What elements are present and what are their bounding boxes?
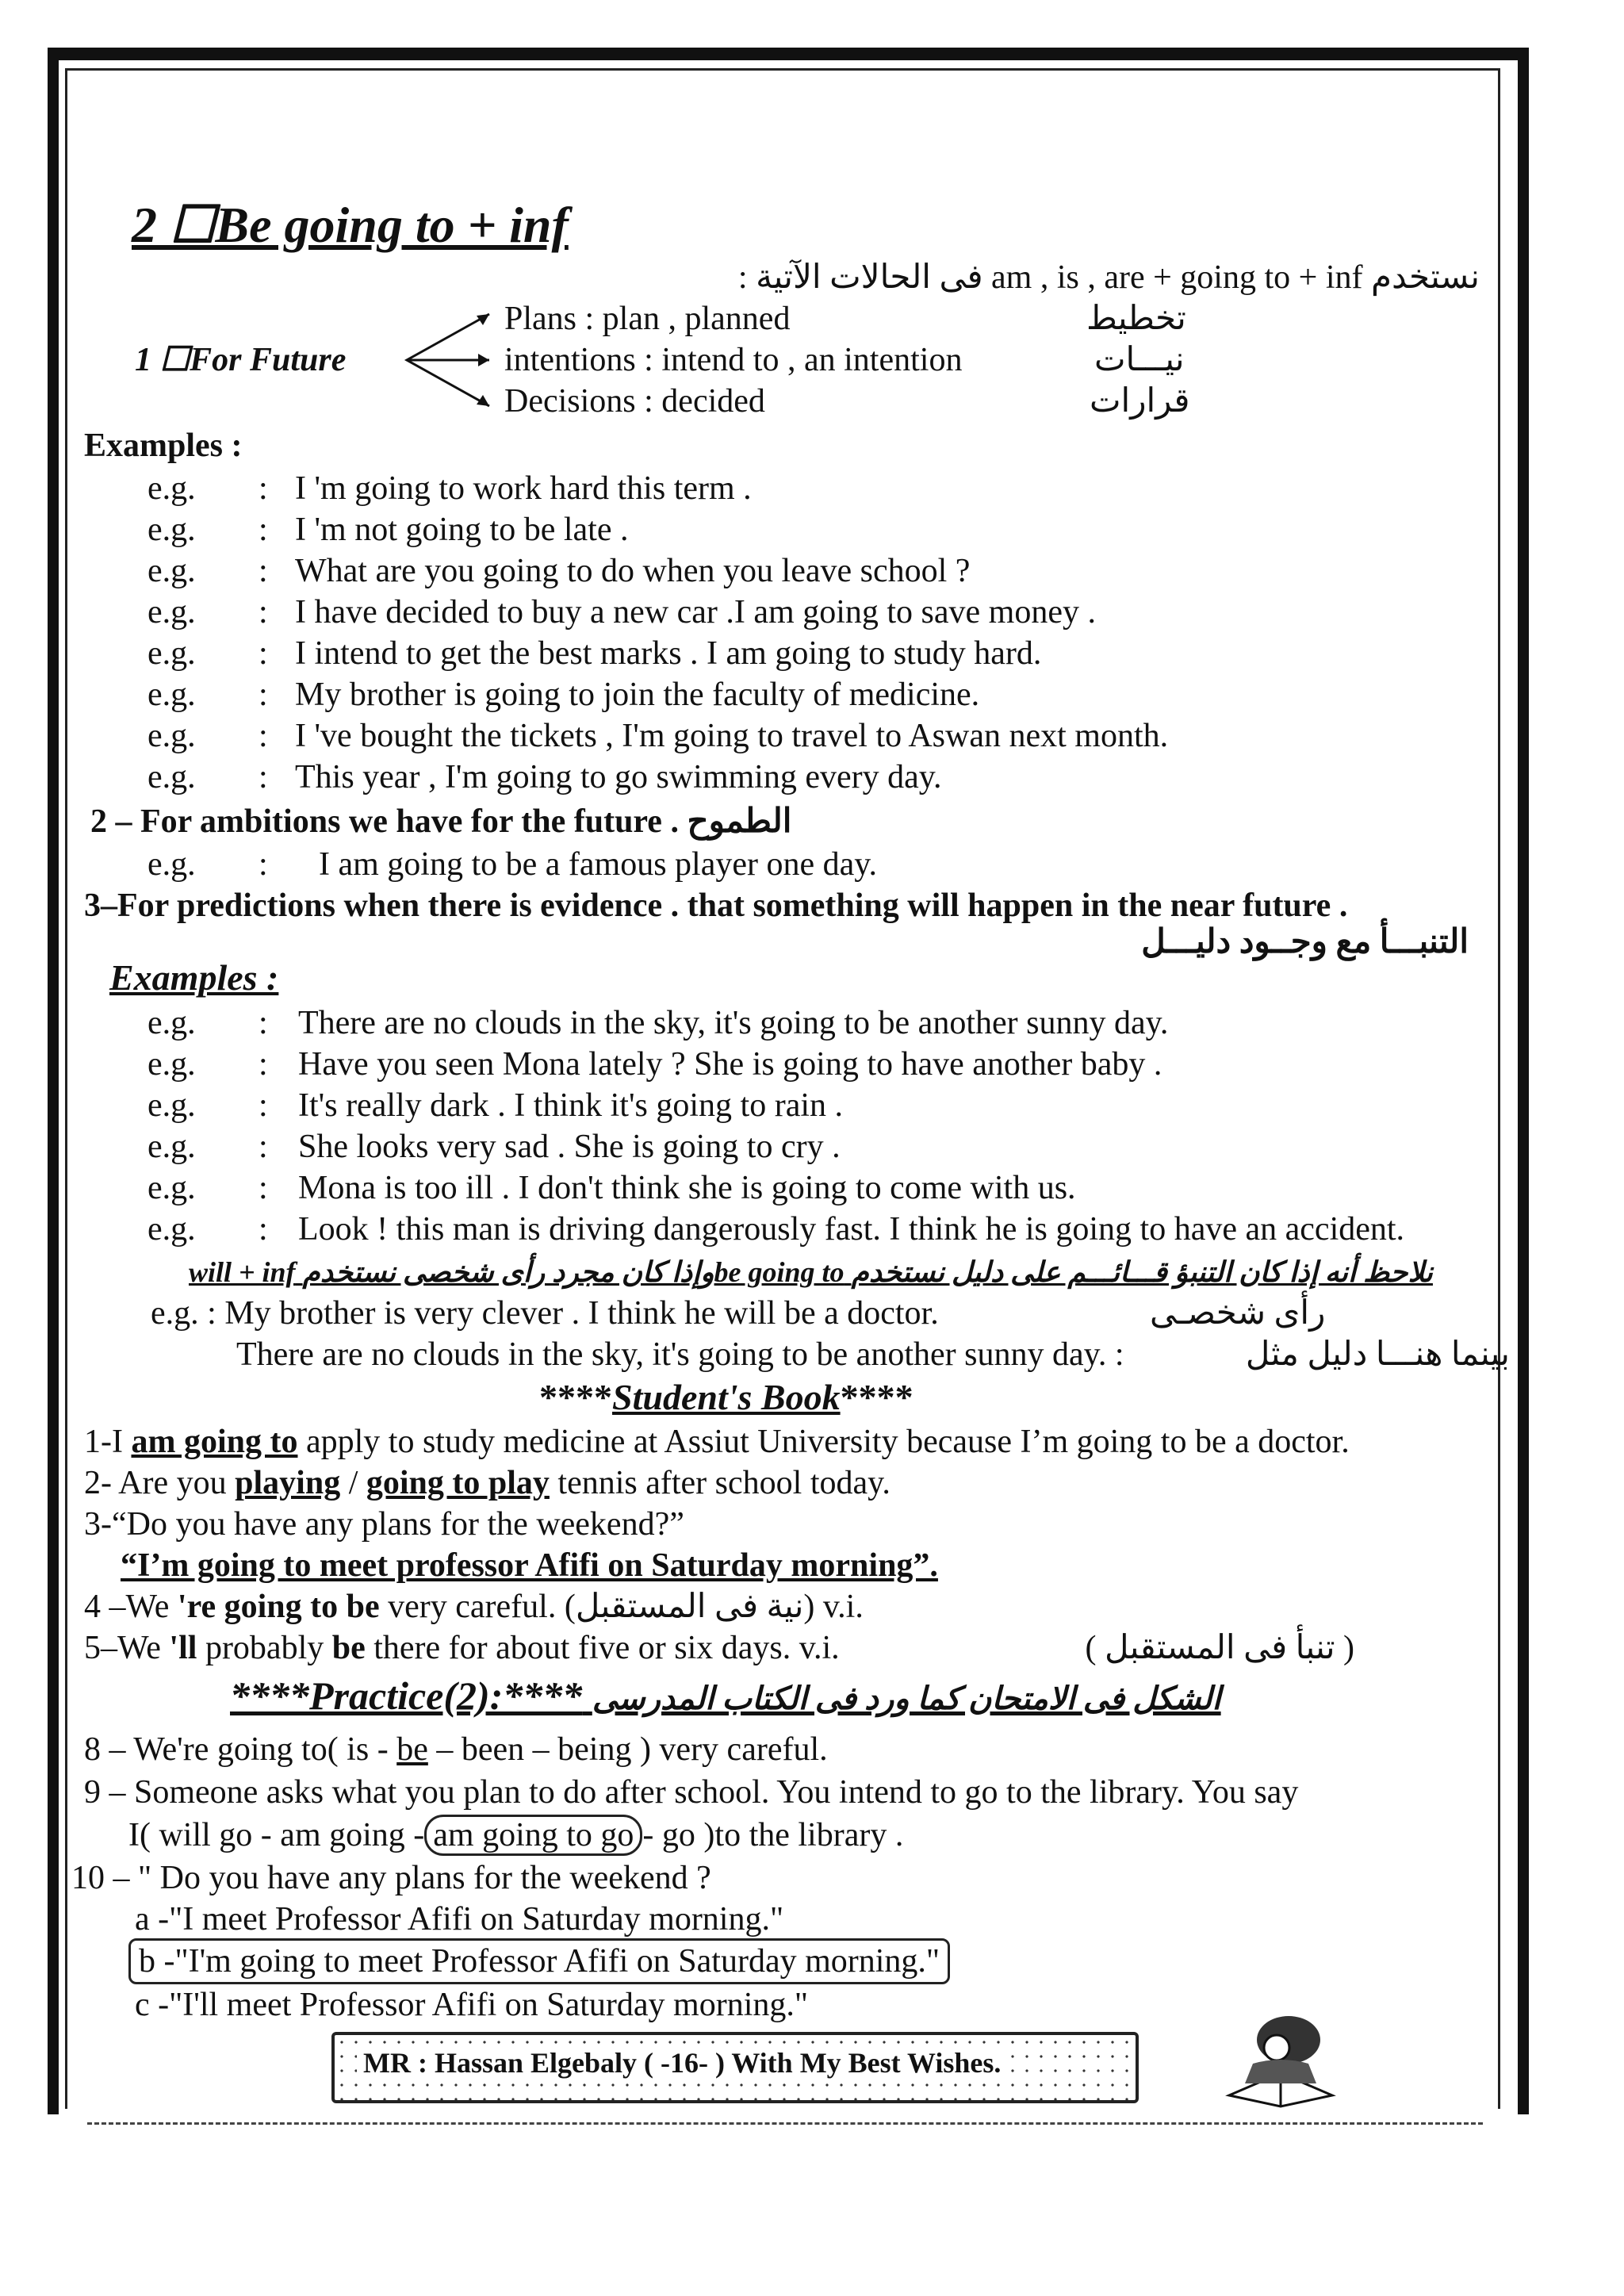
stars-right: **** xyxy=(840,1377,914,1417)
future-item-decisions: Decisions : decided xyxy=(504,383,765,420)
footer-text: MR : Hassan Elgebaly ( -16- ) With My Best Wishes. xyxy=(357,2046,1007,2079)
option-b-correct: b -"I'm going to meet Professor Afifi on Saturday morning." xyxy=(128,1938,950,1984)
example-text: Look ! this man is driving dangerously fast. I think he is going to have an accident. xyxy=(298,1211,1405,1248)
sb-text: probably xyxy=(197,1630,332,1666)
colon: : xyxy=(259,1087,268,1124)
practice-heading xyxy=(230,1672,1221,1723)
example-row xyxy=(147,550,970,592)
example-text: I intend to get the best marks . I am going to study hard. xyxy=(295,635,1042,672)
example-text: I have decided to buy a new car .I am going to save money . xyxy=(295,594,1096,631)
q-text: 8 – We're going to( is - xyxy=(84,1731,397,1768)
example-text: I 'm going to work hard this term . xyxy=(295,470,752,507)
eg-label: e.g. xyxy=(147,635,196,672)
q-answer: be xyxy=(396,1731,428,1768)
colon: : xyxy=(259,512,268,548)
intro-arabic: نستخدم am , is , are + going to + inf فى الحالات الآتية : xyxy=(737,259,1480,296)
evidence-example: There are no clouds in the sky, it's going to be another sunny day. : xyxy=(236,1336,1124,1373)
example-text: I am going to be a famous player one day. xyxy=(319,846,878,883)
future-item-intentions-ar: نيـــات xyxy=(1094,342,1185,378)
footer-box xyxy=(331,2032,1139,2103)
sb-line-2 xyxy=(84,1462,891,1504)
future-item-intentions: intentions : intend to , an intention xyxy=(504,342,963,378)
example-row xyxy=(147,1126,841,1167)
example-text: Mona is too ill . I don't think she is going to come with us. xyxy=(298,1170,1076,1206)
eg-label: e.g. xyxy=(147,1170,196,1206)
colon: : xyxy=(259,759,268,795)
colon: : xyxy=(259,1129,268,1165)
sb-answer: am going to xyxy=(131,1424,298,1460)
sb-text: apply to study medicine at Assiut University because I’m going to be a doctor. xyxy=(297,1424,1350,1460)
example-text: This year , I'm going to go swimming every day. xyxy=(295,759,942,795)
example-text: Have you seen Mona lately ? She is going to have another baby . xyxy=(298,1046,1162,1083)
sb-arabic: نية فى المستقبل xyxy=(575,1589,804,1625)
sb-text: 4 –We xyxy=(84,1589,178,1625)
option-c: c -"I'll meet Professor Afifi on Saturday morning." xyxy=(135,1987,809,2023)
example-text: There are no clouds in the sky, it's going to be another sunny day. xyxy=(298,1005,1169,1041)
eg-label: e.g. xyxy=(147,718,196,754)
sb-line-3: 3-“Do you have any plans for the weekend?” xyxy=(84,1506,684,1543)
eg-label: e.g. xyxy=(147,1211,196,1248)
opinion-label: e.g. : xyxy=(151,1295,216,1332)
example-text: I 've bought the tickets , I'm going to travel to Aswan next month. xyxy=(295,718,1169,754)
colon: : xyxy=(259,718,268,754)
example-row xyxy=(147,715,1168,757)
eg-label: e.g. xyxy=(147,759,196,795)
sb-line-5-arabic: ( تنبأ فى المستقبل ) xyxy=(1085,1630,1354,1666)
example-row xyxy=(147,1167,1076,1209)
question-9: 9 – Someone asks what you plan to do after school. You intend to go to the library. You say xyxy=(84,1774,1299,1811)
sb-answer: be xyxy=(331,1630,366,1666)
colon: : xyxy=(259,1046,268,1083)
example-row xyxy=(147,1002,1168,1044)
predictions-heading: 3–For predictions when there is evidence . that something will happen in the near future . xyxy=(84,887,1348,924)
main-title: 2 ☐Be going to + inf xyxy=(132,197,569,253)
opinion-example xyxy=(151,1293,939,1334)
sb-text: 1-I xyxy=(84,1424,132,1460)
example-row xyxy=(147,1044,1162,1085)
future-item-plans-ar: تخطيط xyxy=(1086,301,1186,337)
eg-label: e.g. xyxy=(147,677,196,713)
predictions-arabic: التنبـــأ مع وجــود دليـــل xyxy=(1141,924,1469,960)
q-text: I( will go - am going - xyxy=(128,1817,425,1853)
colon: : xyxy=(259,553,268,589)
ambitions-arabic: الطموح xyxy=(687,803,792,840)
example-row xyxy=(147,592,1096,633)
ambitions-heading xyxy=(90,801,791,842)
opinion-text: My brother is very clever . I think he will be a doctor. xyxy=(224,1295,939,1332)
colon: : xyxy=(259,1211,268,1248)
example-row xyxy=(147,1085,843,1126)
page-border-bottom xyxy=(87,2122,1483,2125)
eg-label: e.g. xyxy=(147,1046,196,1083)
eg-label: e.g. xyxy=(147,1087,196,1124)
eg-label: e.g. xyxy=(147,1005,196,1041)
example-text: It's really dark . I think it's going to rain . xyxy=(298,1087,844,1124)
question-9-options xyxy=(128,1815,903,1856)
eg-label: e.g. xyxy=(147,1129,196,1165)
ambitions-text: 2 – For ambitions we have for the future . xyxy=(90,803,679,840)
sb-answer: playing xyxy=(235,1465,341,1501)
note-will: will + inf xyxy=(189,1256,296,1288)
reading-student-illustration-icon xyxy=(1213,2008,1348,2111)
example-row xyxy=(147,468,752,509)
example-row xyxy=(147,757,942,798)
sb-answer: 'll xyxy=(169,1630,197,1666)
example-row xyxy=(147,1209,1404,1250)
example-text: She looks very sad . She is going to cry . xyxy=(298,1129,841,1165)
examples-heading-2: Examples : xyxy=(109,957,279,998)
colon: : xyxy=(259,846,268,883)
colon: : xyxy=(259,1170,268,1206)
sb-text: ) v.i. xyxy=(803,1589,864,1625)
sb-line-4 xyxy=(84,1586,864,1627)
sb-answer: 're going to be xyxy=(177,1589,380,1625)
question-8 xyxy=(84,1729,828,1770)
sb-text: there for about five or six days. v.i. xyxy=(365,1630,840,1666)
question-10: 10 – " Do you have any plans for the weekend ? xyxy=(71,1860,711,1896)
future-item-plans: Plans : plan , planned xyxy=(504,301,791,337)
note-arabic-1: نلاحظ أنه إذا كان التنبؤ قـــائـــم على دليل نستخدم xyxy=(851,1256,1433,1288)
sb-line-1 xyxy=(84,1421,1350,1462)
sb-answer: going to play xyxy=(366,1465,550,1501)
for-future-label: 1 ☐For Future xyxy=(135,342,347,378)
eg-label: e.g. xyxy=(147,512,196,548)
colon: : xyxy=(259,1005,268,1041)
future-item-decisions-ar: قرارات xyxy=(1090,383,1190,420)
example-text: My brother is going to join the faculty of medicine. xyxy=(295,677,980,713)
note-line xyxy=(189,1251,1433,1293)
practice-arabic: الشكل فى الامتحان كما ورد فى الكتاب المدرسى xyxy=(592,1681,1221,1716)
q-answer-circled: am going to go xyxy=(424,1815,642,1856)
sb-text: tennis after school today. xyxy=(549,1465,891,1501)
q-text: - go )to the library . xyxy=(642,1817,904,1853)
eg-label: e.g. xyxy=(147,553,196,589)
colon: : xyxy=(259,677,268,713)
students-book-heading xyxy=(539,1375,914,1420)
example-text: What are you going to do when you leave school ? xyxy=(295,553,971,589)
example-row xyxy=(147,633,1041,674)
opinion-arabic: رأى شخصـى xyxy=(1150,1295,1326,1332)
sb-text: very careful. ( xyxy=(379,1589,576,1625)
sb-text: / xyxy=(340,1465,366,1501)
eg-label: e.g. xyxy=(147,594,196,631)
colon: : xyxy=(259,635,268,672)
sb-text: 5–We xyxy=(84,1630,170,1666)
examples-heading: Examples : xyxy=(84,427,243,464)
example-row xyxy=(147,844,877,885)
note-be-going-to: be going to xyxy=(714,1256,845,1288)
sb-text: 2- Are you xyxy=(84,1465,236,1501)
practice-title: ****Practice(2):**** xyxy=(230,1673,583,1718)
colon: : xyxy=(259,470,268,507)
example-text: I 'm not going to be late . xyxy=(295,512,629,548)
students-book-title: Student's Book xyxy=(612,1377,841,1417)
evidence-arabic: بينما هنـــا دليل مثل xyxy=(1245,1336,1510,1373)
example-row xyxy=(147,674,979,715)
note-arabic-2: وإذا كان مجرد رأى شخصى نستخدم xyxy=(302,1256,714,1288)
example-row xyxy=(147,509,629,550)
eg-label: e.g. xyxy=(147,846,196,883)
sb-line-3-answer: “I’m going to meet professor Afifi on Saturday morning”. xyxy=(121,1547,938,1584)
sb-line-5 xyxy=(84,1627,840,1669)
arrow-bracket-icon xyxy=(400,305,496,416)
eg-label: e.g. xyxy=(147,470,196,507)
option-a: a -"I meet Professor Afifi on Saturday morning." xyxy=(135,1901,784,1938)
colon: : xyxy=(259,594,268,631)
q-text: – been – being ) very careful. xyxy=(427,1731,828,1768)
stars-left: **** xyxy=(539,1377,612,1417)
